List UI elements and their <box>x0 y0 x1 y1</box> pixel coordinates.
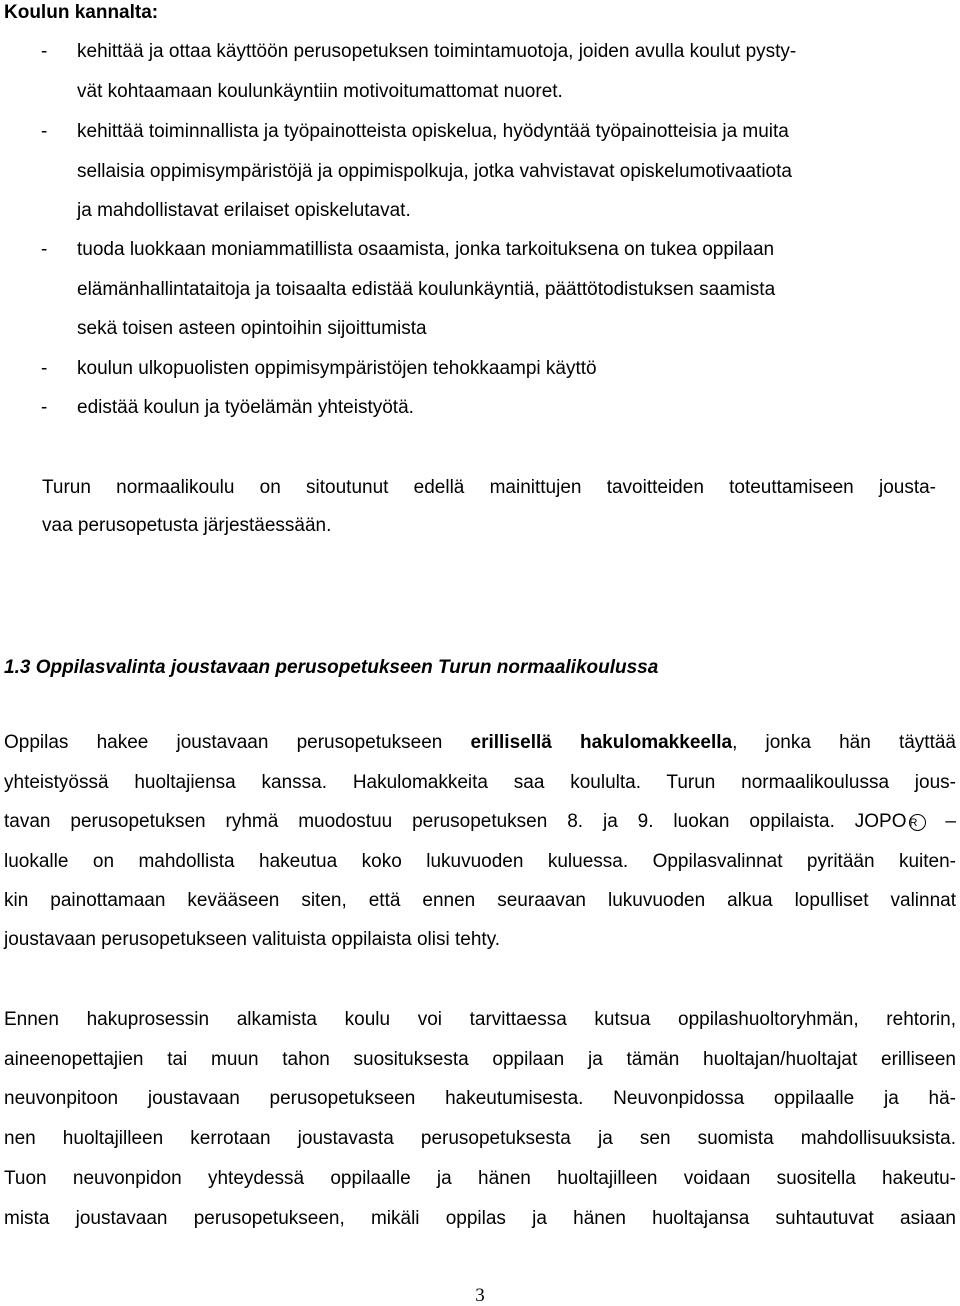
bullet-text: kehittää ja ottaa käyttöön perusopetuksen toimintamuotoja, joiden avulla koulut pysty- <box>77 41 797 62</box>
paragraph-line: aineenopettajien tai muun tahon suosituksesta oppilaan ja tämän huoltajan/huoltajat erilliseen <box>4 1049 956 1070</box>
bullet-text: vät kohtaamaan koulunkäyntiin motivoitumattomat nuoret. <box>77 81 563 102</box>
section-number: 1.3 <box>4 657 31 678</box>
bullet-dash: - <box>41 358 48 379</box>
commitment-line: Turun normaalikoulu on sitoutunut edellä mainittujen tavoitteiden toteuttamiseen jousta- <box>42 477 936 498</box>
page-number: 3 <box>475 1285 485 1306</box>
paragraph-line: Tuon neuvonpidon yhteydessä oppilaalle ja hänen huoltajilleen voidaan suositella hakeutu- <box>4 1168 956 1189</box>
bullet-dash: - <box>41 121 48 142</box>
emphasized-text: erillisellä hakulomakkeella <box>470 732 733 753</box>
bullet-text: ja mahdollistavat erilaiset opiskelutavat. <box>77 200 411 221</box>
paragraph-line <box>4 812 956 831</box>
text-run: Oppilas hakee joustavaan perusopetukseen <box>4 732 471 753</box>
text-run: , jonka hän täyttää <box>732 732 956 753</box>
paragraph-line: nen huoltajilleen kerrotaan joustavasta perusopetuksesta ja sen suomista mahdollisuuksista. <box>4 1128 956 1149</box>
section-title: Oppilasvalinta joustavaan perusopetukseen Turun normaalikoulussa <box>35 657 659 678</box>
paragraph-line: kin painottamaan kevääseen siten, että ennen seuraavan lukuvuoden alkua lopulliset valinnat <box>4 890 956 911</box>
bullet-dash: - <box>41 239 48 260</box>
paragraph-line: luokalle on mahdollista hakeutua koko lukuvuoden kuluessa. Oppilasvalinnat pyritään kuiten- <box>4 851 956 872</box>
bullet-text: sellaisia oppimisympäristöjä ja oppimispolkuja, jotka vahvistavat opiskelumotivaatiota <box>77 161 792 182</box>
paragraph-line <box>4 733 956 752</box>
bullet-text: elämänhallintataitoja ja toisaalta edistää koulunkäyntiä, päättötodistuksen saamista <box>77 279 776 300</box>
paragraph-line: yhteistyössä huoltajiensa kanssa. Hakulomakkeita saa koululta. Turun normaalikoulussa jous- <box>4 772 956 793</box>
section-heading <box>4 658 658 677</box>
text-run: – <box>925 811 956 832</box>
bullet-text: sekä toisen asteen opintoihin sijoittumista <box>77 318 427 339</box>
paragraph-line: joustavaan perusopetukseen valituista oppilaista olisi tehty. <box>4 929 501 950</box>
bullet-text: tuoda luokkaan moniammatillista osaamista, jonka tarkoituksena on tukea oppilaan <box>77 239 775 260</box>
bullet-text: kehittää toiminnallista ja työpainotteista opiskelua, hyödyntää työpainotteisia ja muita <box>77 121 789 142</box>
paragraph-line: neuvonpitoon joustavaan perusopetukseen hakeutumisesta. Neuvonpidossa oppilaalle ja hä- <box>4 1088 956 1109</box>
bullet-text: koulun ulkopuolisten oppimisympäristöjen tehokkaampi käyttö <box>77 358 597 379</box>
text-run: tavan perusopetuksen ryhmä muodostuu perusopetuksen 8. ja 9. luokan oppilaista. JOPO <box>4 811 907 832</box>
commitment-line: vaa perusopetusta järjestäessään. <box>42 515 332 536</box>
registered-mark-icon: R <box>909 814 926 831</box>
bullet-dash: - <box>41 41 48 62</box>
paragraph-line: mista joustavaan perusopetukseen, mikäli oppilas ja hänen huoltajansa suhtautuvat asiaan <box>4 1208 956 1229</box>
bullet-dash: - <box>41 397 48 418</box>
bullet-text: edistää koulun ja työelämän yhteistyötä. <box>77 397 414 418</box>
section-label: Koulun kannalta: <box>4 2 159 23</box>
paragraph-line: Ennen hakuprosessin alkamista koulu voi tarvittaessa kutsua oppilashuoltoryhmän, rehtorin, <box>4 1009 956 1030</box>
